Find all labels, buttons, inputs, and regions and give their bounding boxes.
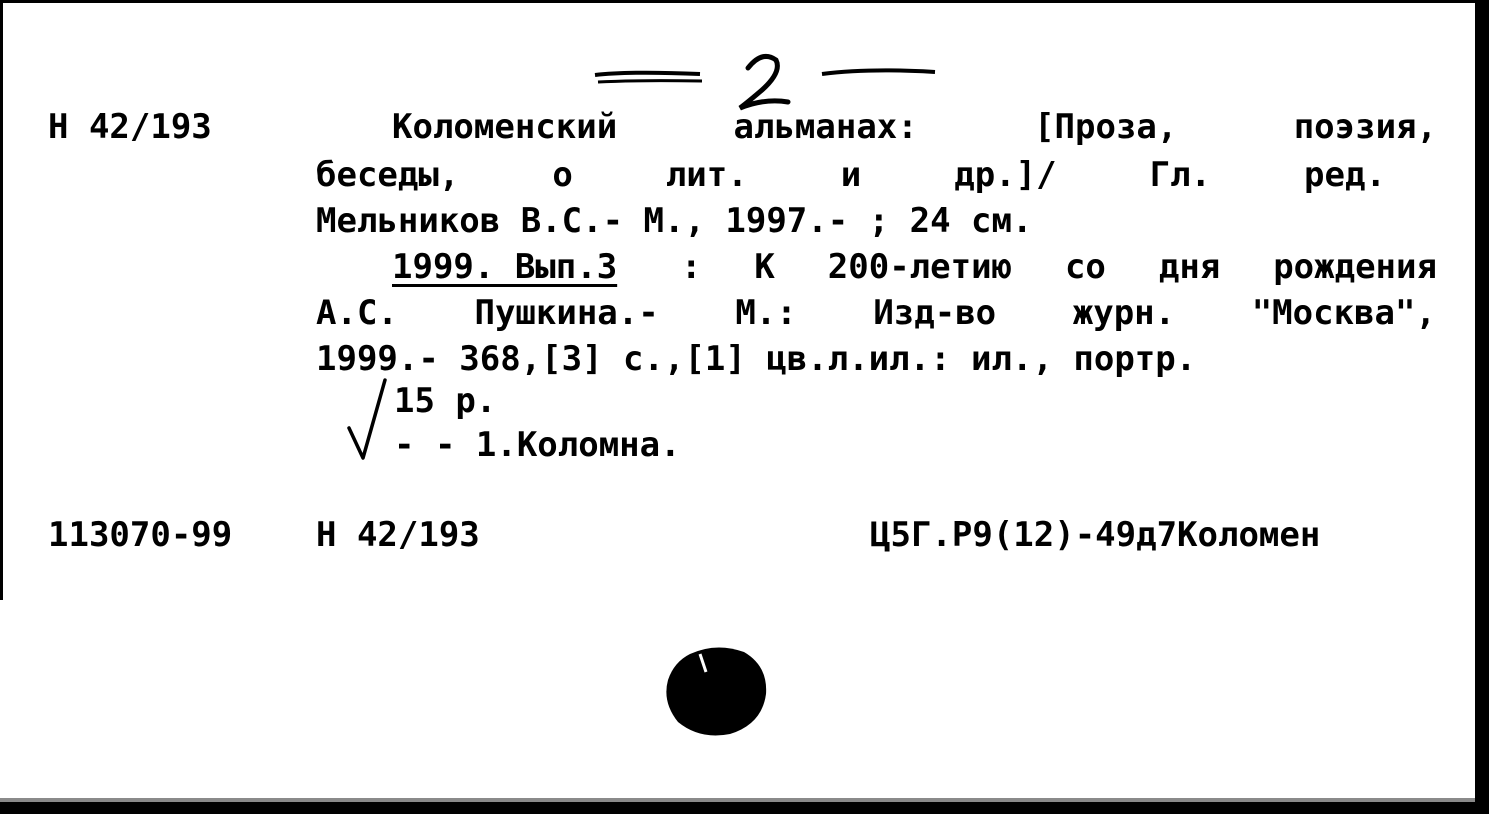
publisher-word: А.С. [316,293,398,333]
publisher-word: Изд-во [873,293,997,333]
title-word: Коломенский [392,107,618,147]
classification-code: Ц5Г.Р9(12)-49д7Коломен [870,515,1321,555]
issue-label: 1999. Вып.3 [392,247,618,287]
call-number: Н 42/193 [48,107,212,147]
accession-number: 113070-99 [48,515,233,555]
subtitle-word: ред. [1304,155,1386,195]
subject-heading: - - 1.Коломна. [394,425,681,465]
title-word: [Проза, [1034,107,1178,147]
page-number-text: 2 [760,85,770,104]
card-border-top [0,0,1489,3]
issue-word: К [754,247,775,287]
subtitle-word: лит. [665,155,748,195]
issue-word: со [1064,247,1106,287]
subtitle-word: о [552,155,573,195]
card-border-right [1475,0,1489,814]
publisher-word: Пушкина.- [474,293,659,333]
publisher-word: "Москва", [1251,293,1436,333]
card-border-left [0,0,3,600]
title-word: альманах: [733,107,918,147]
publisher-line [316,290,1436,336]
subtitle-word: др.]/ [954,155,1057,195]
shelf-mark: Н 42/193 [316,515,480,555]
publication-line: Мельников В.С.- М., 1997.- ; 24 см. [316,201,1033,241]
subtitle-word: и [840,155,862,195]
issue-word: дня [1158,247,1221,287]
issue-word: 200-летию [827,247,1013,287]
issue-word: рождения [1273,247,1437,287]
price: 15 р. [394,381,497,421]
title-line [392,104,1437,150]
subtitle-word: беседы, [316,155,460,195]
title-word: поэзия, [1293,107,1437,147]
publisher-word: журн. [1072,293,1176,333]
collation-line: 1999.- 368,[3] с.,[1] цв.л.ил.: ил., портр. [316,339,1197,379]
subtitle-word: Гл. [1149,155,1212,195]
subtitle-line [316,152,1386,198]
card-border-bottom [0,802,1489,814]
publisher-word: М.: [735,293,797,333]
issue-word: : [640,247,702,287]
punch-hole [660,640,772,740]
issue-line [640,244,1437,290]
